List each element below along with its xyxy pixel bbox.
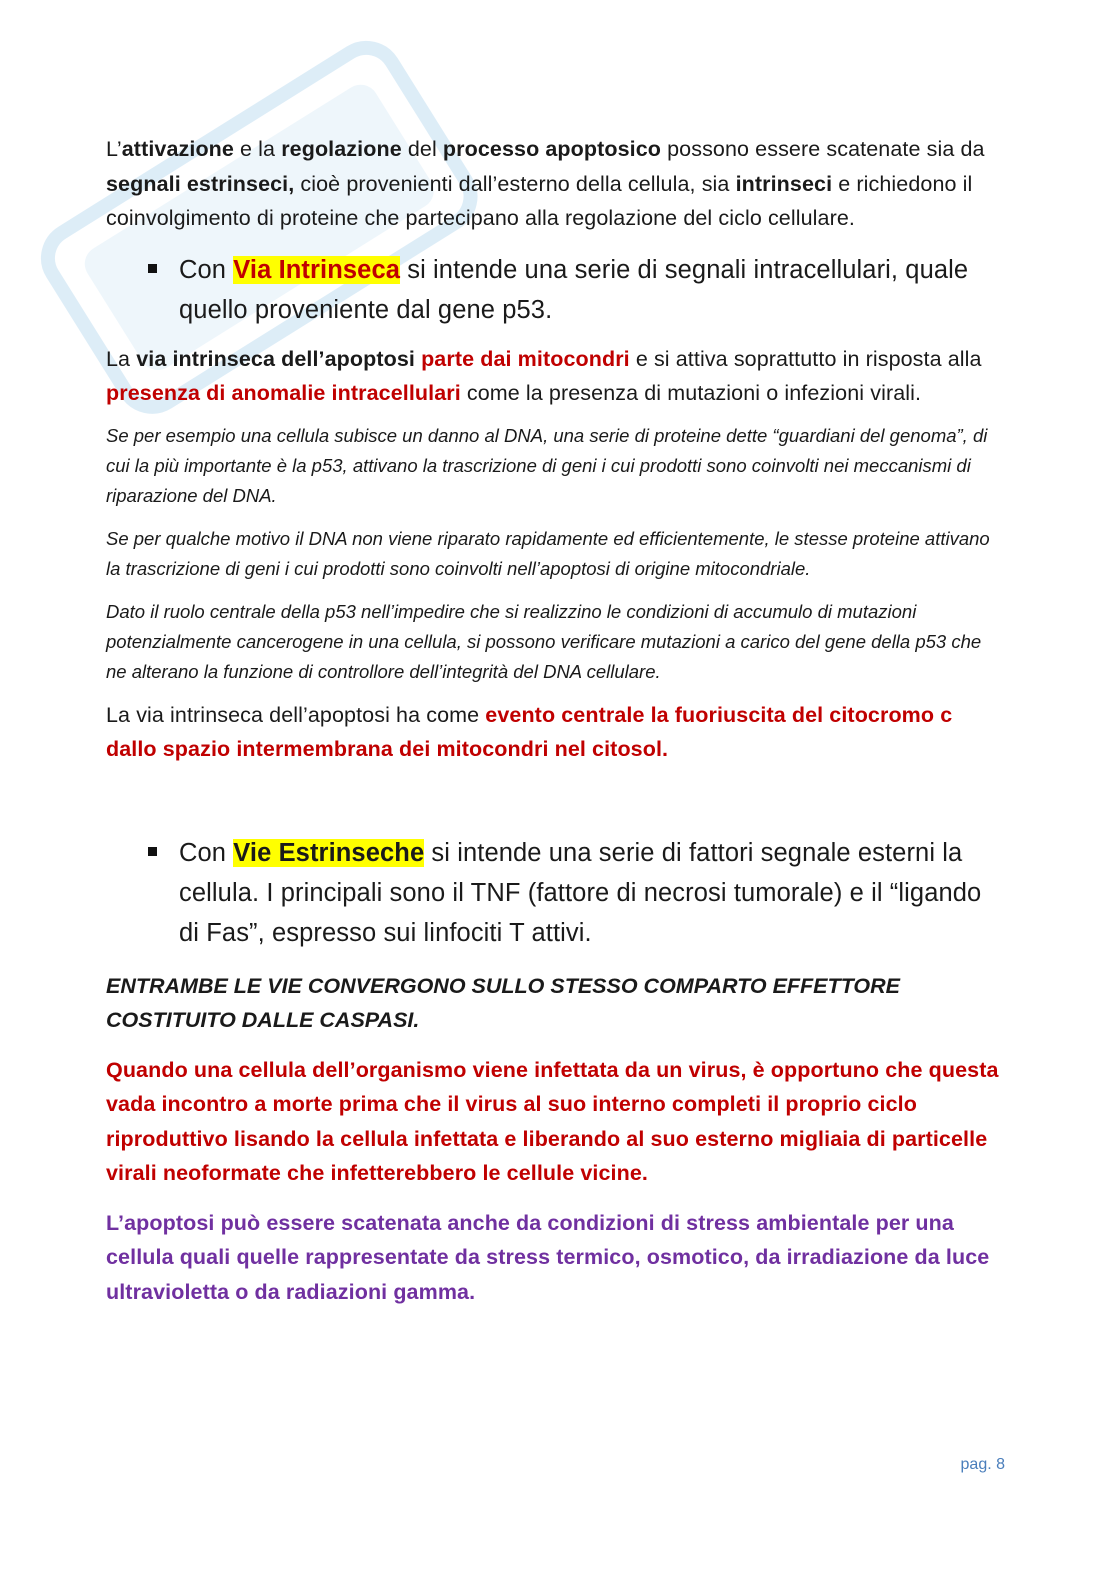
highlight-vie-estrinseche: Vie Estrinseche: [233, 838, 425, 867]
caspasi-statement: ENTRAMBE LE VIE CONVERGONO SULLO STESSO COMPARTO EFFETTORE COSTITUITO DALLE CASPASI.: [106, 973, 900, 1032]
italic-paragraph-1: Se per esempio una cellula subisce un danno al DNA, una serie di proteine dette “guardiani del genoma”, di cui la più importante è la p53, attivano la trascrizione di geni i cui prodotti sono coinvolti nei meccanismi di riparazione del DNA.: [106, 424, 988, 506]
document-page: [106, 128, 1006, 1309]
virus-paragraph: Quando una cellula dell’organismo viene infettata da un virus, è opportuno che questa vada incontro a morte prima che il virus al suo interno completi il proprio ciclo riproduttivo lisando la cellula infettata e liberando al suo esterno migliaia di particelle virali neoformate che infetterebbero le cellule vicine.: [106, 1057, 999, 1185]
intro-paragraph: L’attivazione e la regolazione del processo apoptosico possono essere scatenate sia da segnali estrinseci, cioè provenienti dall’esterno della cellula, sia intrinseci e richiedono il coinvolgimento di proteine che partecipano alla regolazione del ciclo cellulare.: [106, 137, 985, 230]
bullet-square-icon: [148, 264, 157, 273]
bullet-square-icon: [148, 847, 157, 856]
bullet-via-intrinseca: Con Via Intrinseca si intende una serie di segnali intracellulari, quale quello proveniente dal gene p53.: [106, 250, 1006, 330]
stress-paragraph: L’apoptosi può essere scatenata anche da condizioni di stress ambientale per una cellula quali quelle rappresentate da stress termico, osmotico, da irradiazione da luce ultravioletta o da radiazioni gamma.: [106, 1210, 990, 1304]
page-number: pag. 8: [960, 1456, 1005, 1473]
italic-paragraph-2: Se per qualche motivo il DNA non viene riparato rapidamente ed efficientemente, le stesse proteine attivano la trascrizione di geni i cui prodotti sono coinvolti nell’apoptosi di origine mitocondriale.: [106, 527, 990, 579]
via-intrinseca-paragraph: La via intrinseca dell’apoptosi parte dai mitocondri e si attiva soprattutto in risposta alla presenza di anomalie intracellulari come la presenza di mutazioni o infezioni virali.: [106, 346, 982, 405]
highlight-via-intrinseca: Via Intrinseca: [233, 255, 401, 284]
italic-paragraph-3: Dato il ruolo centrale della p53 nell’impedire che si realizzino le condizioni di accumulo di mutazioni potenzialmente cancerogene in una cellula, si possono verificare mutazioni a carico del gene della p53 che ne alterano la funzione di controllore dell’integrità del DNA cellulare.: [106, 600, 982, 682]
citocromo-paragraph: La via intrinseca dell’apoptosi ha come evento centrale la fuoriuscita del citocromo c dallo spazio intermembrana dei mitocondri nel citosol.: [106, 702, 953, 761]
bullet-vie-estrinseche: Con Vie Estrinseche si intende una serie di fattori segnale esterni la cellula. I principali sono il TNF (fattore di necrosi tumorale) e il “ligando di Fas”, espresso sui linfociti T attivi.: [106, 833, 1006, 953]
